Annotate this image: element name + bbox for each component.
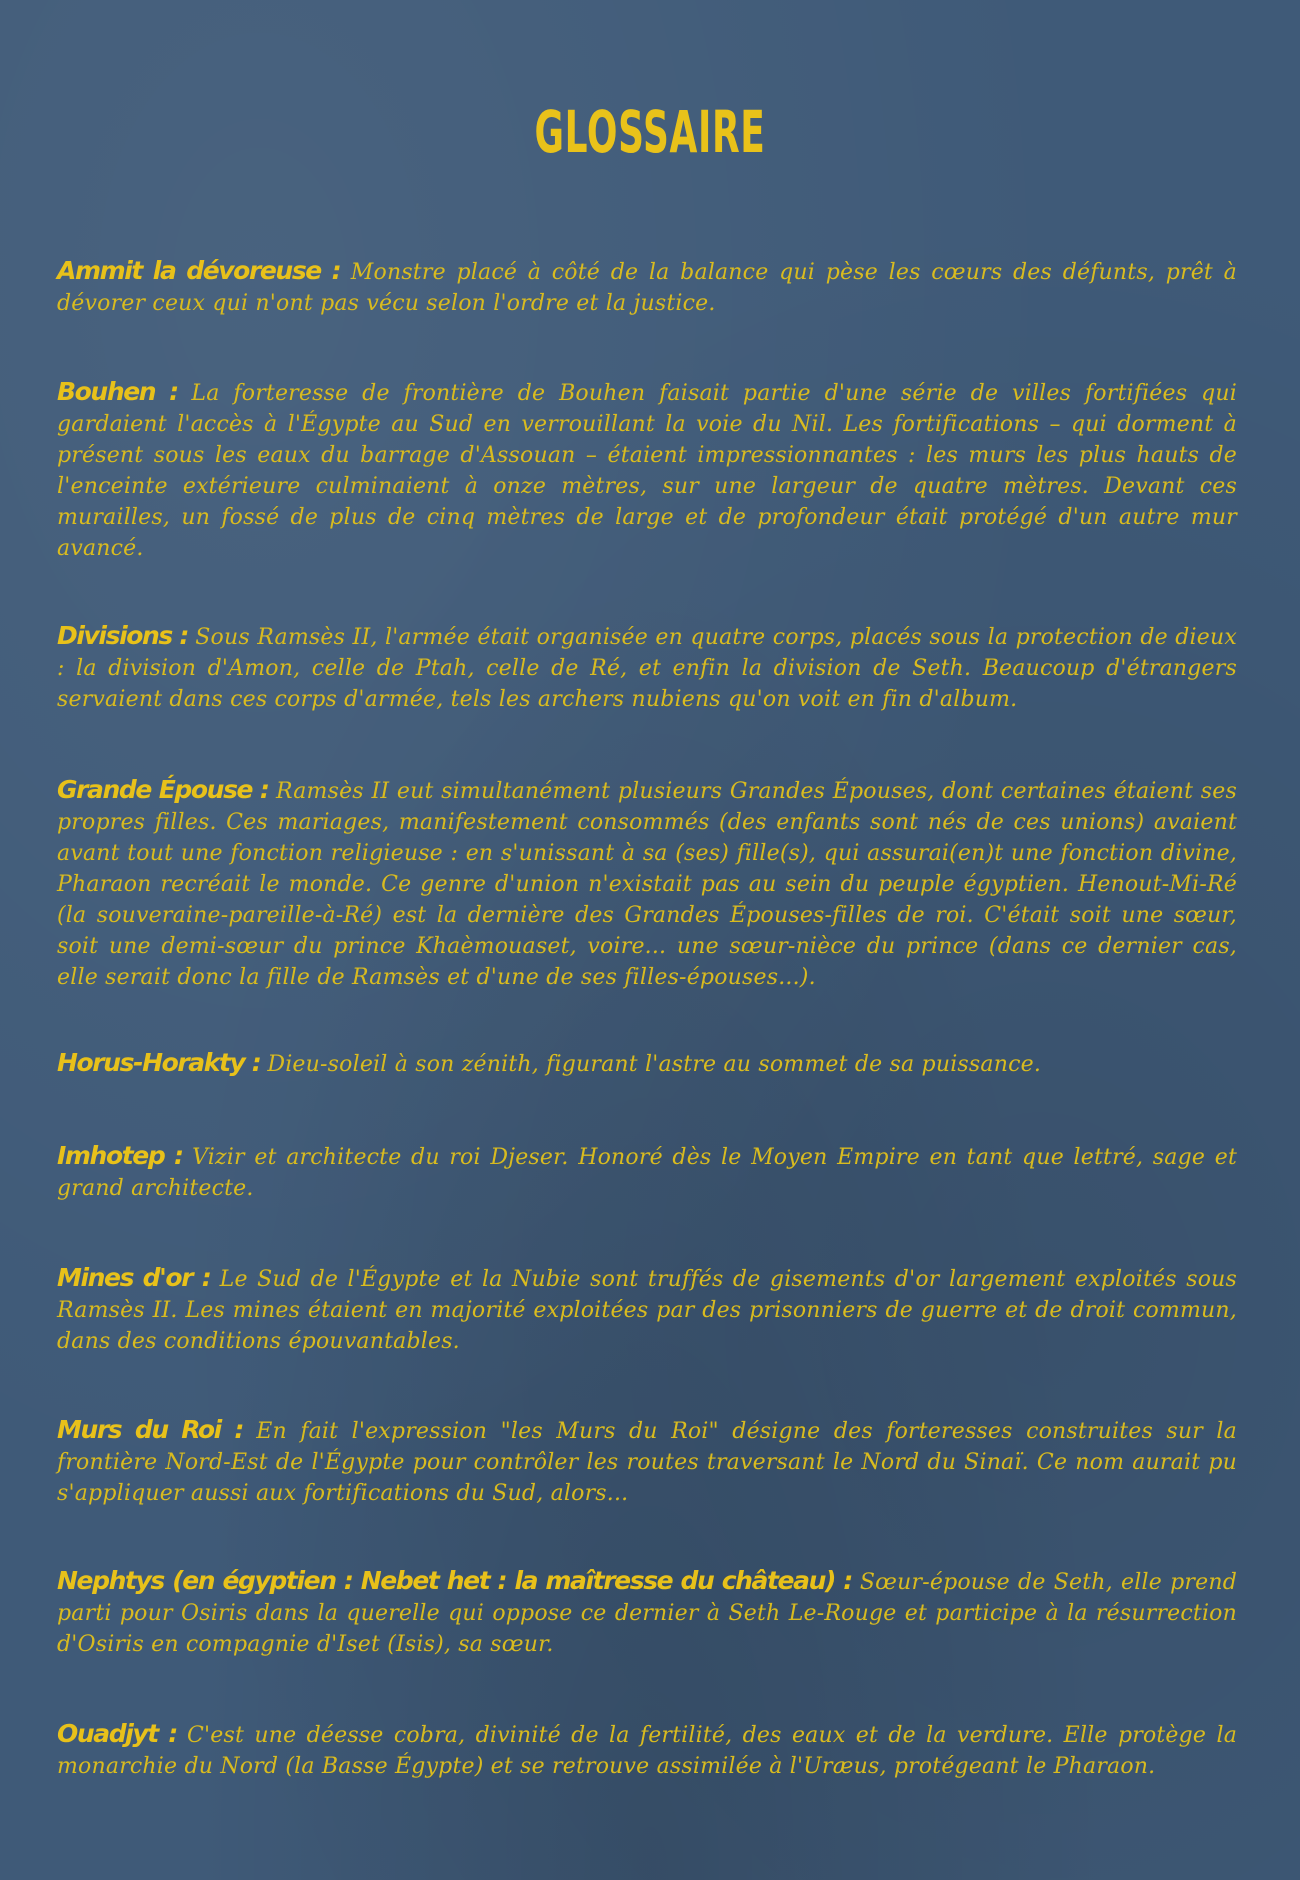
glossary-entry-ammit [57,255,1237,319]
glossary-entry-ouadjyt [57,1718,1237,1782]
entry-definition: Sous Ramsès II, l'armée était organisée en quatre corps, placés sous la protection de dieux : la division d'Amon, celle de Ptah, celle de Ré, et enfin la division de Seth. Beaucoup d'étrangers servaient dans ces corps d'armée, tels les archers nubiens qu'on voit en fin d'album. [57,625,1237,712]
entry-term: Mines d'or : [57,1263,211,1292]
glossary-entry-divisions [57,620,1237,715]
glossary-entry-mines-d-or [57,1262,1237,1357]
entry-definition: Ramsès II eut simultanément plusieurs Grandes Épouses, dont certaines étaient ses propres filles. Ces mariages, manifestement consommés (des enfants sont nés de ces unions) avaient avant tout une fonction religieuse : en s'unissant à sa (ses) fille(s), qui assurai(en)t une fonction divine, Pharaon recréait le monde. Ce genre d'union n'existait pas au sein du peuple égyptien. Henout-Mi-Ré (la souveraine-pareille-à-Ré) est la dernière des Grandes Épouses-filles de roi. C'était soit une sœur, soit une demi-sœur du prince Khaèmouaset, voire... une sœur-nièce du prince (dans ce dernier cas, elle serait donc la fille de Ramsès et d'une de ses filles-épouses...). [57,779,1238,990]
entry-term: Bouhen : [57,377,178,406]
entry-definition: Monstre placé à côté de la balance qui pèse les cœurs des défunts, prêt à dévorer ceux qui n'ont pas vécu selon l'ordre et la justice. [57,260,1237,316]
page-title: GLOSSAIRE [534,98,766,166]
entry-definition: Le Sud de l'Égypte et la Nubie sont truffés de gisements d'or largement exploités sous Ramsès II. Les mines étaient en majorité exploitées par des prisonniers de guerre et de droit commun, dans des conditions épouvantables. [57,1267,1238,1354]
entry-term: Ammit la dévoreuse : [57,256,341,285]
entry-term: Imhotep : [57,1141,183,1170]
entry-definition: Vizir et architecte du roi Djeser. Honoré dès le Moyen Empire en tant que lettré, sage et grand architecte. [57,1145,1237,1201]
entry-term: Divisions : [57,621,189,650]
entry-term: Nephtys (en égyptien : Nebet het : la maîtresse du château) : [57,1566,852,1595]
glossary-entry-imhotep [57,1140,1237,1204]
glossary-entry-murs-du-roi [57,1414,1237,1509]
entry-definition: Dieu-soleil à son zénith, figurant l'astre au sommet de sa puissance. [267,1052,1042,1077]
glossary-entry-horus-horakty [57,1047,1237,1080]
entry-term: Ouadjyt : [57,1719,177,1748]
glossary-entry-grande-epouse [57,774,1237,993]
glossary-entry-bouhen [57,376,1237,564]
entry-definition: La forteresse de frontière de Bouhen faisait partie d'une série de villes fortifiées qui gardaient l'accès à l'Égypte au Sud en verrouillant la voie du Nil. Les fortifications – qui dorment à présent sous les eaux du barrage d'Assouan – étaient impressionnantes : les murs les plus hauts de l'enceinte extérieure culminaient à onze mètres, sur une largeur de quatre mètres. Devant ces murailles, un fossé de plus de cinq mètres de large et de profondeur était protégé d'un autre mur avancé. [57,381,1237,561]
entry-definition: C'est une déesse cobra, divinité de la fertilité, des eaux et de la verdure. Elle protège la monarchie du Nord (la Basse Égypte) et se retrouve assimilée à l'Uræus, protégeant le Pharaon. [57,1723,1238,1779]
entry-definition: En fait l'expression "les Murs du Roi" désigne des forteresses construites sur la frontière Nord-Est de l'Égypte pour contrôler les routes traversant le Nord du Sinaï. Ce nom aurait pu s'appliquer aussi aux fortifications du Sud, alors... [57,1419,1237,1506]
entry-term: Grande Épouse : [57,775,269,804]
entry-term: Murs du Roi : [57,1415,243,1444]
entry-term: Horus-Horakty : [57,1048,261,1077]
glossary-entry-nephtys [57,1565,1237,1660]
entry-definition: Sœur-épouse de Seth, elle prend parti pour Osiris dans la querelle qui oppose ce dernier à Seth Le-Rouge et participe à la résurrection d'Osiris en compagnie d'Iset (Isis), sa sœur. [57,1570,1237,1657]
